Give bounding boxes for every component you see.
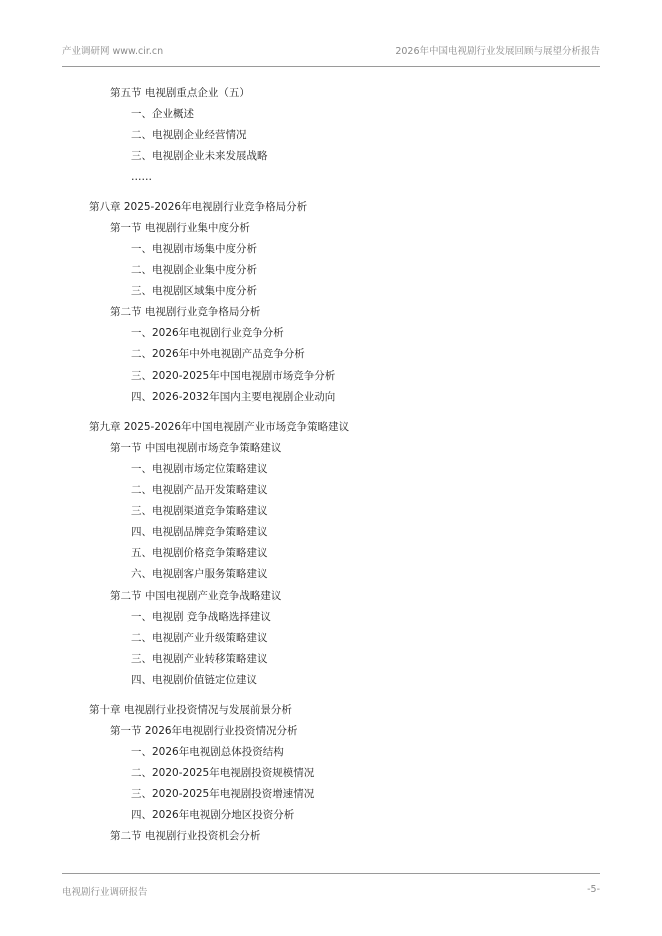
toc-chapter: 第九章 2025-2026年中国电视剧产业市场竞争策略建议: [89, 421, 350, 433]
toc-section: 第二节 电视剧行业竞争格局分析: [110, 306, 261, 318]
toc-section: 第二节 电视剧行业投资机会分析: [110, 830, 261, 842]
toc-section: 第二节 中国电视剧产业竞争战略建议: [110, 590, 282, 602]
toc-chapter: 第八章 2025-2026年电视剧行业竞争格局分析: [89, 201, 308, 213]
toc-item: 一、电视剧市场集中度分析: [131, 243, 257, 255]
toc-item: 四、电视剧价值链定位建议: [131, 674, 257, 686]
toc-item: 二、电视剧产品开发策略建议: [131, 484, 268, 496]
toc-item: 四、电视剧品牌竞争策略建议: [131, 526, 268, 538]
toc-item: 一、2026年电视剧行业竞争分析: [131, 327, 284, 339]
toc-item: 一、电视剧 竞争战略选择建议: [131, 611, 271, 623]
toc-section: 第五节 电视剧重点企业（五）: [110, 87, 250, 99]
toc-item: 五、电视剧价格竞争策略建议: [131, 547, 268, 559]
page-header: [62, 42, 600, 67]
toc-item: 三、电视剧企业未来发展战略: [131, 150, 268, 162]
toc-item: 二、电视剧产业升级策略建议: [131, 632, 268, 644]
toc-item: 四、2026年电视剧分地区投资分析: [131, 809, 295, 821]
toc-item: 二、电视剧企业经营情况: [131, 129, 247, 141]
toc-item: ……: [131, 171, 152, 183]
toc-item: 一、企业概述: [131, 108, 194, 120]
toc-item: 二、电视剧企业集中度分析: [131, 264, 257, 276]
toc-item: 一、2026年电视剧总体投资结构: [131, 746, 284, 758]
site-name: 产业调研网 www.cir.cn: [62, 46, 164, 57]
toc-chapter: 第十章 电视剧行业投资情况与发展前景分析: [89, 704, 292, 716]
toc-section: 第一节 中国电视剧市场竞争策略建议: [110, 442, 282, 454]
toc-item: 三、电视剧渠道竞争策略建议: [131, 505, 268, 517]
toc-item: 二、2026年中外电视剧产品竞争分析: [131, 348, 305, 360]
report-title: 2026年中国电视剧行业发展回顾与展望分析报告: [395, 46, 600, 57]
toc-section: 第一节 2026年电视剧行业投资情况分析: [110, 725, 298, 737]
toc-item: 四、2026-2032年国内主要电视剧企业动向: [131, 391, 336, 403]
toc-item: 六、电视剧客户服务策略建议: [131, 568, 268, 580]
toc-item: 三、2020-2025年电视剧投资增速情况: [131, 788, 315, 800]
toc-item: 二、2020-2025年电视剧投资规模情况: [131, 767, 315, 779]
toc-item: 三、电视剧区域集中度分析: [131, 285, 257, 297]
page-footer: [62, 873, 600, 898]
toc-item: 三、2020-2025年中国电视剧市场竞争分析: [131, 370, 336, 382]
toc-section: 第一节 电视剧行业集中度分析: [110, 222, 250, 234]
toc-item: 一、电视剧市场定位策略建议: [131, 463, 268, 475]
footer-report-name: 电视剧行业调研报告: [62, 887, 148, 898]
page-number: -5-: [587, 884, 600, 895]
toc-item: 三、电视剧产业转移策略建议: [131, 653, 268, 665]
